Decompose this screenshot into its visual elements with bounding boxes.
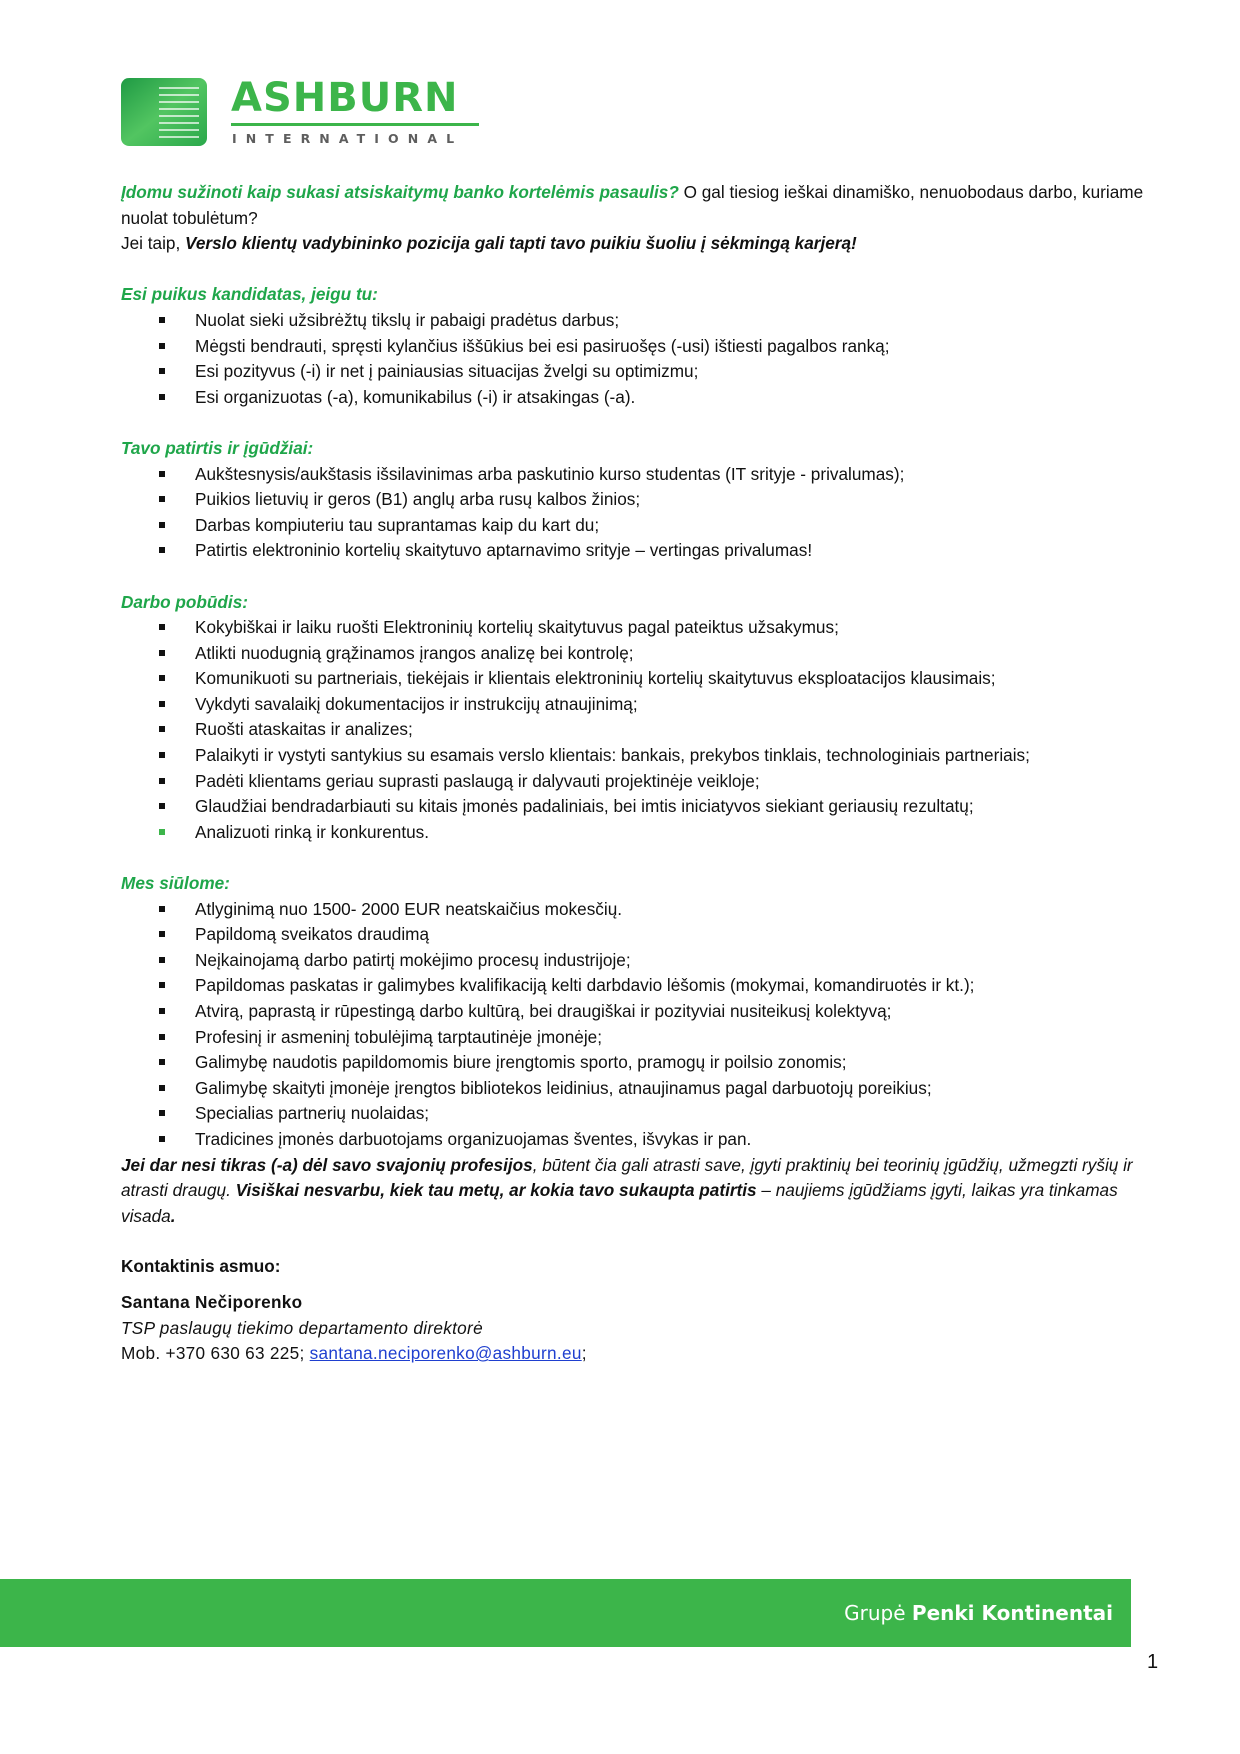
list-item: Esi pozityvus (-i) ir net į painiausias situacijas žvelgi su optimizmu; [121,359,1151,385]
list-item: Papildomą sveikatos draudimą [121,922,1151,948]
section-title: Tavo patirtis ir įgūdžiai: [121,437,314,458]
list-item: Vykdyti savalaikį dokumentacijos ir instrukcijų atnaujinimą; [121,692,1151,718]
contact-role: TSP paslaugų tiekimo departamento direktorė [121,1317,483,1338]
intro-paragraph [121,180,1151,231]
section-title: Mes siūlome: [121,873,230,894]
closing-end: . [170,1205,176,1226]
list-item: Nuolat sieki užsibrėžtų tikslų ir pabaigi pradėtus darbus; [121,308,1151,334]
document-body [121,180,1151,1367]
list-item: Aukštesnysis/aukštasis išsilavinimas arba paskutinio kurso studentas (IT srityje - privalumas); [121,462,1151,488]
list-item: Komunikuoti su partneriais, tiekėjais ir klientais elektroninių kortelių skaitytuvus eksploatacijos klausimais; [121,666,1151,692]
list-item: Galimybę skaityti įmonėje įrengtos bibliotekos leidinius, atnaujinamus pagal darbuotojų poreikius; [121,1076,1151,1102]
list-item: Glaudžiai bendradarbiauti su kitais įmonės padaliniais, bei imtis iniciatyvos siekiant geriausių rezultatų; [121,794,1151,820]
closing-bold-1: Jei dar nesi tikras (-a) dėl savo svajonių profesijos [121,1154,533,1175]
list-item: Palaikyti ir vystyti santykius su esamais verslo klientais: bankais, prekybos tinklais, technologiniais partneriais; [121,743,1151,769]
list-item: Ruošti ataskaitas ir analizes; [121,717,1151,743]
intro-continuation: O gal tiesiog ieškai dinamiško, nenuobodaus darbo, kuriame nuolat tobulėtum? [121,182,1144,228]
closing-bold-2: Visiškai nesvarbu, kiek tau metų, ar kokia tavo sukaupta patirtis [235,1180,757,1201]
contact-phone-line [121,1341,1151,1367]
footer-group-prefix: Grupė [844,1601,912,1625]
bullet-list [121,308,1151,410]
company-logo [121,75,481,152]
section-title: Esi puikus kandidatas, jeigu tu: [121,284,378,305]
closing-paragraph [121,1153,1151,1230]
section-offer [121,871,1151,1153]
closing-text-1: , būtent čia gali atrasti save, įgyti praktinių bei teorinių įgūdžių, užmegzti ryšių ir atrasti draugų. [121,1154,1133,1201]
list-item: Kokybiškai ir laiku ruošti Elektroninių kortelių skaitytuvus pagal pateiktus užsakymus; [121,615,1151,641]
list-item: Mėgsti bendrauti, spręsti kylančius iššūkius bei esi pasiruošęs (-usi) ištiesti pagalbos ranką; [121,334,1151,360]
footer-group-name: Penki Kontinentai [911,1601,1113,1625]
list-item: Papildomas paskatas ir galimybes kvalifikaciją kelti darbdavio lėšomis (mokymai, komandiruotės ir kt.); [121,973,1151,999]
logo-rule [231,123,479,126]
list-item: Darbas kompiuteriu tau suprantamas kaip du kart du; [121,513,1151,539]
list-item: Profesinį ir asmeninį tobulėjimą tarptautinėje įmonėje; [121,1025,1151,1051]
bullet-list [121,897,1151,1153]
bullet-list [121,615,1151,845]
contact-name: Santana Nečiporenko [121,1291,303,1312]
list-item: Neįkainojamą darbo patirtį mokėjimo procesų industrijoje; [121,948,1151,974]
contact-suffix: ; [581,1343,587,1364]
list-item: Analizuoti rinką ir konkurentus. [121,820,1151,846]
list-item: Specialias partnerių nuolaidas; [121,1101,1151,1127]
footer-group-text [844,1599,1113,1627]
page-number: 1 [1147,1651,1159,1673]
list-item: Galimybę naudotis papildomomis biure įrengtomis sporto, pramogų ir poilsio zonomis; [121,1050,1151,1076]
logo-subtitle: INTERNATIONAL [232,131,464,146]
list-item: Padėti klientams geriau suprasti paslaugą ir dalyvauti projektinėje veikloje; [121,769,1151,795]
list-item: Atlyginimą nuo 1500- 2000 EUR neatskaičius mokesčių. [121,897,1151,923]
section-candidate [121,282,1151,410]
section-job-nature [121,590,1151,846]
closing-text-2: – naujiems įgūdžiams įgyti, laikas yra tinkamas visada [121,1180,1118,1226]
list-item: Atvirą, paprastą ir rūpestingą darbo kultūrą, bei draugiškai ir pozityviai nusiteikusį kolektyvą; [121,999,1151,1025]
logo-wordmark: ASHBURN [231,75,459,121]
bullet-list [121,462,1151,564]
contact-email-link[interactable]: santana.neciporenko@ashburn.eu [309,1343,582,1364]
contact-label: Kontaktinis asmuo: [121,1256,281,1277]
intro-question: Įdomu sužinoti kaip sukasi atsiskaitymų banko kortelėmis pasaulis? [121,182,679,202]
list-item: Puikios lietuvių ir geros (B1) anglų arba rusų kalbos žinios; [121,487,1151,513]
intro-line2-emphasis: Verslo klientų vadybininko pozicija gali tapti tavo puikiu šuoliu į sėkmingą karjerą! [185,233,857,254]
intro-line-2 [121,231,1151,257]
list-item: Atlikti nuodugnią grąžinamos įrangos analizę bei kontrolę; [121,641,1151,667]
section-title: Darbo pobūdis: [121,591,248,612]
intro-line2-prefix: Jei taip, [121,233,186,254]
contact-block [121,1254,1151,1366]
footer-band [0,1579,1131,1647]
logo-emblem-icon [121,78,209,152]
list-item: Patirtis elektroninio kortelių skaitytuvo aptarnavimo srityje – vertingas privalumas! [121,538,1151,564]
section-experience [121,436,1151,564]
list-item: Tradicines įmonės darbuotojams organizuojamas šventes, išvykas ir pan. [121,1127,1151,1153]
contact-phone: Mob. +370 630 63 225; [121,1343,310,1364]
list-item: Esi organizuotas (-a), komunikabilus (-i) ir atsakingas (-a). [121,385,1151,411]
